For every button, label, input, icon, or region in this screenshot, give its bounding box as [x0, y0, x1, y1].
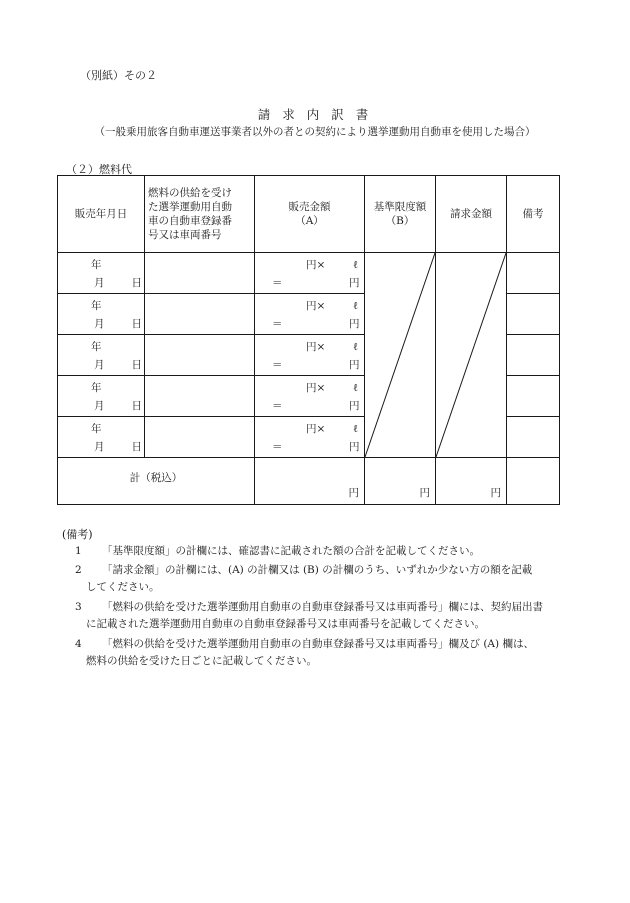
unit-price-label: 円× [306, 382, 326, 394]
fuel-cost-table [57, 175, 560, 505]
note-text-line-1: 「請求金額」の計欄には、(A) の計欄又は (B) の計欄のうち、いずれか少ない方の額を記載 [102, 564, 533, 576]
header-vehicle-line-2: た選挙運動用自動 [148, 201, 232, 213]
equals-label: ＝ [272, 441, 283, 453]
day-label: 日 [131, 441, 142, 453]
day-label: 日 [131, 359, 142, 371]
sales-amount-cell[interactable] [255, 335, 365, 376]
note-text-line-2: に記載された選挙運動用自動車の自動車登録番号又は車両番号を記載してください。 [86, 618, 485, 630]
equals-label: ＝ [272, 400, 283, 412]
date-cell[interactable] [58, 417, 145, 458]
diagonal-strike-line [436, 253, 506, 457]
vehicle-number-cell[interactable] [145, 335, 255, 376]
month-label: 月 [94, 400, 105, 412]
unit-price-label: 円× [306, 423, 326, 435]
vehicle-number-cell[interactable] [145, 294, 255, 335]
day-label: 日 [131, 400, 142, 412]
yen-label: 円 [490, 487, 501, 499]
unit-price-label: 円× [306, 300, 326, 312]
liter-label: ℓ [353, 259, 359, 271]
yen-label: 円 [349, 359, 360, 371]
note-number: 1 [75, 545, 82, 557]
year-label: 年 [91, 382, 102, 394]
day-label: 日 [131, 277, 142, 289]
header-limit-amount-mark: （B） [385, 215, 415, 227]
equals-label: ＝ [272, 277, 283, 289]
note-text-line-1: 「燃料の供給を受けた選挙運動用自動車の自動車登録番号又は車両番号」欄には、契約届出書 [102, 601, 543, 613]
liter-label: ℓ [353, 300, 359, 312]
header-remarks: 備考 [507, 176, 560, 253]
date-cell[interactable] [58, 294, 145, 335]
date-cell[interactable] [58, 253, 145, 294]
unit-price-label: 円× [306, 341, 326, 353]
note-text-line-2: してください。 [86, 581, 160, 593]
header-date: 販売年月日 [58, 176, 145, 253]
note-text-line-1: 「燃料の供給を受けた選挙運動用自動車の自動車登録番号又は車両番号」欄及び (A) 欄は、 [102, 638, 534, 650]
equals-label: ＝ [272, 359, 283, 371]
total-claim-amount-cell[interactable] [436, 458, 507, 505]
remarks-cell[interactable] [507, 376, 560, 417]
note-number: 3 [75, 601, 82, 613]
document-title: 請 求 内 訳 書 [257, 107, 373, 122]
header-limit-amount-label: 基準限度額 [373, 201, 427, 213]
document-subtitle: （一般乗用旅客自動車運送事業者以外の者との契約により選挙運動用自動車を使用した場合） [94, 126, 536, 138]
header-limit-amount [365, 176, 436, 253]
note-text-line-1: 「基準限度額」の計欄には、確認書に記載された額の合計を記載してください。 [102, 545, 480, 557]
sales-amount-cell[interactable] [255, 294, 365, 335]
month-label: 月 [94, 441, 105, 453]
total-row [58, 458, 560, 505]
month-label: 月 [94, 318, 105, 330]
header-sales-amount [255, 176, 365, 253]
total-label: 計（税込） [58, 458, 255, 505]
table-header-row [58, 176, 560, 253]
year-label: 年 [91, 423, 102, 435]
liter-label: ℓ [353, 341, 359, 353]
unit-price-label: 円× [306, 259, 326, 271]
table-row [58, 253, 560, 294]
total-limit-amount-cell[interactable] [365, 458, 436, 505]
equals-label: ＝ [272, 318, 283, 330]
header-claim-amount: 請求金額 [436, 176, 507, 253]
date-cell[interactable] [58, 376, 145, 417]
day-label: 日 [131, 318, 142, 330]
notes-heading: (備考) [62, 528, 93, 541]
diagonal-strike-line [365, 253, 435, 457]
note-text-line-2: 燃料の供給を受けた日ごとに記載してください。 [86, 655, 317, 667]
remarks-cell[interactable] [507, 253, 560, 294]
attachment-label: （別紙）その２ [80, 69, 157, 82]
header-vehicle-line-4: 号又は車両番号 [148, 229, 222, 241]
total-remarks-cell[interactable] [507, 458, 560, 505]
year-label: 年 [91, 341, 102, 353]
year-label: 年 [91, 259, 102, 271]
header-vehicle-line-1: 燃料の供給を受け [148, 187, 232, 199]
note-number: 4 [75, 638, 82, 650]
month-label: 月 [94, 359, 105, 371]
month-label: 月 [94, 277, 105, 289]
year-label: 年 [91, 300, 102, 312]
yen-label: 円 [349, 277, 360, 289]
header-vehicle-number [145, 176, 255, 253]
header-sales-amount-mark: （A） [295, 215, 324, 227]
yen-label: 円 [349, 441, 360, 453]
note-item [75, 599, 565, 633]
note-item [75, 636, 565, 670]
note-number: 2 [75, 564, 82, 576]
liter-label: ℓ [353, 382, 359, 394]
note-item [75, 562, 565, 596]
header-sales-amount-label: 販売金額 [288, 201, 331, 213]
yen-label: 円 [348, 487, 359, 499]
sales-amount-cell[interactable] [255, 253, 365, 294]
remarks-cell[interactable] [507, 417, 560, 458]
total-sales-amount-cell[interactable] [255, 458, 365, 505]
vehicle-number-cell[interactable] [145, 376, 255, 417]
yen-label: 円 [349, 400, 360, 412]
claim-amount-crossed-cell [436, 253, 507, 458]
header-vehicle-line-3: 車の自動車登録番 [148, 215, 232, 227]
limit-amount-crossed-cell [365, 253, 436, 458]
yen-label: 円 [349, 318, 360, 330]
remarks-cell[interactable] [507, 335, 560, 376]
vehicle-number-cell[interactable] [145, 253, 255, 294]
vehicle-number-cell[interactable] [145, 417, 255, 458]
liter-label: ℓ [353, 423, 359, 435]
note-item [75, 543, 565, 560]
section-label: （２）燃料代 [66, 163, 132, 176]
remarks-cell[interactable] [507, 294, 560, 335]
sales-amount-cell[interactable] [255, 376, 365, 417]
yen-label: 円 [419, 487, 430, 499]
date-cell[interactable] [58, 335, 145, 376]
sales-amount-cell[interactable] [255, 417, 365, 458]
